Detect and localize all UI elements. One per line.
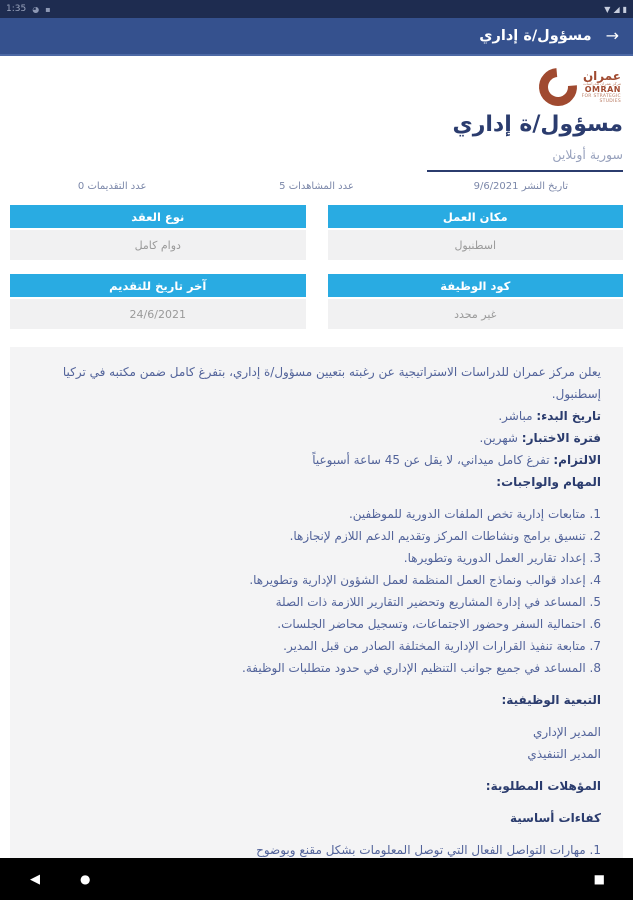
stat-views: عدد المشاهدات 5: [279, 181, 354, 192]
stat-applications: عدد التقديمات 0: [77, 181, 147, 192]
description-line: يعلن مركز عمران للدراسات الاستراتيجية عن رغبته بتعيين مسؤول/ة إداري، بتفرغ كامل ضمن مكتبه في تركيا إسطنبول.: [62, 365, 601, 401]
nav-recents-icon[interactable]: ■: [593, 872, 605, 886]
status-right: [604, 5, 627, 14]
page-title: مسؤول/ة إداري: [452, 112, 623, 137]
card-value: 24/6/2021: [10, 299, 306, 329]
description-line: 7. متابعة تنفيذ القرارات الإدارية المختلفة الصادر من قبل المدير.: [283, 639, 601, 653]
card-value: اسطنبول: [328, 230, 624, 260]
description-line: 3. إعداد تقارير العمل الدورية وتطويرها.: [403, 551, 601, 565]
description-line: 1. متابعات إدارية تخص الملفات الدورية للموظفين.: [348, 507, 601, 521]
description-line: المدير الإداري: [532, 725, 601, 739]
description-line: كفاءات أساسية: [509, 811, 601, 825]
logo-wrap: [539, 68, 621, 106]
signal-icon: ◢: [613, 4, 620, 14]
description-line: المدير التنفيذي: [527, 747, 601, 761]
description-line: 6. احتمالية السفر وحضور الاجتماعات، وتسجيل محاضر الجلسات.: [277, 617, 601, 631]
logo-tagline-2: STUDIES: [599, 98, 621, 104]
info-cards: [10, 205, 623, 329]
description-line: المهام والواجبات:: [496, 475, 601, 489]
logo-arabic: عمران: [582, 68, 621, 83]
company-logo: [10, 68, 621, 106]
description-line: الالتزام: تفرغ كامل ميداني، لا يقل عن 45 ساعة أسبوعياً: [312, 453, 601, 467]
description-line: 1. مهارات التواصل الفعال التي توصل المعلومات بشكل مقنع وبوضوح: [256, 843, 601, 857]
description-line: 2. تنسيق برامج ونشاطات المركز وتقديم الدعم اللازم لإنجازها.: [289, 529, 601, 543]
stat-publish-date: تاريخ النشر 9/6/2021: [473, 181, 569, 192]
description-line: فترة الاختبار: شهرين.: [479, 431, 601, 445]
card-apply-deadline: [10, 274, 306, 329]
nav-home-icon[interactable]: ●: [80, 872, 91, 886]
card-header: آخر تاريخ للتقديم: [10, 274, 306, 297]
logo-text: [582, 70, 621, 105]
stats-row: [10, 181, 623, 192]
logo-sub: مركز عمران للدراسات: [583, 81, 621, 87]
card-value: غير محدد: [328, 299, 624, 329]
nav-back-icon[interactable]: ◀: [30, 871, 40, 887]
clock: 1:35: [6, 4, 27, 14]
notification-icon: ◕: [32, 4, 40, 14]
content: [0, 68, 633, 900]
logo-tagline-1: FOR STRATEGIC: [581, 93, 621, 99]
logo-name: OMRAN: [584, 85, 621, 95]
job-description: [10, 347, 623, 877]
status-bar: [0, 0, 633, 18]
card-value: دوام كامل: [10, 230, 306, 260]
wifi-icon: ▼: [604, 4, 611, 14]
company-name: سورية أونلاين: [552, 147, 623, 162]
app-notification-icon: ▪: [45, 4, 51, 14]
title-underline: [427, 170, 623, 172]
back-arrow-icon[interactable]: →: [605, 26, 619, 45]
description-line: تاريخ البدء: مباشر.: [498, 409, 601, 423]
description-line: 8. المساعد في جميع جوانب التنظيم الإداري في حدود متطلبات الوظيفة.: [242, 661, 601, 675]
card-contract-type: [10, 205, 306, 260]
description-line: التبعية الوظيفية:: [501, 693, 601, 707]
card-header: نوع العقد: [10, 205, 306, 228]
description-line: المؤهلات المطلوبة:: [485, 779, 601, 793]
android-nav-bar: [0, 858, 633, 900]
app-bar: [0, 18, 633, 56]
card-header: مكان العمل: [328, 205, 624, 228]
card-work-location: [328, 205, 624, 260]
status-left: [6, 4, 51, 14]
description-line: 4. إعداد قوالب ونماذج العمل المنظمة لعمل الشؤون الإدارية وتطويرها.: [249, 573, 601, 587]
card-job-code: [328, 274, 624, 329]
description-line: 5. المساعد في إدارة المشاريع وتحضير التقارير اللازمة ذات الصلة: [275, 595, 601, 609]
omran-ring-icon: [531, 60, 585, 114]
card-header: كود الوظيفة: [328, 274, 624, 297]
battery-icon: ▮: [622, 4, 627, 14]
app-bar-title: مسؤول/ة إداري: [479, 28, 592, 44]
